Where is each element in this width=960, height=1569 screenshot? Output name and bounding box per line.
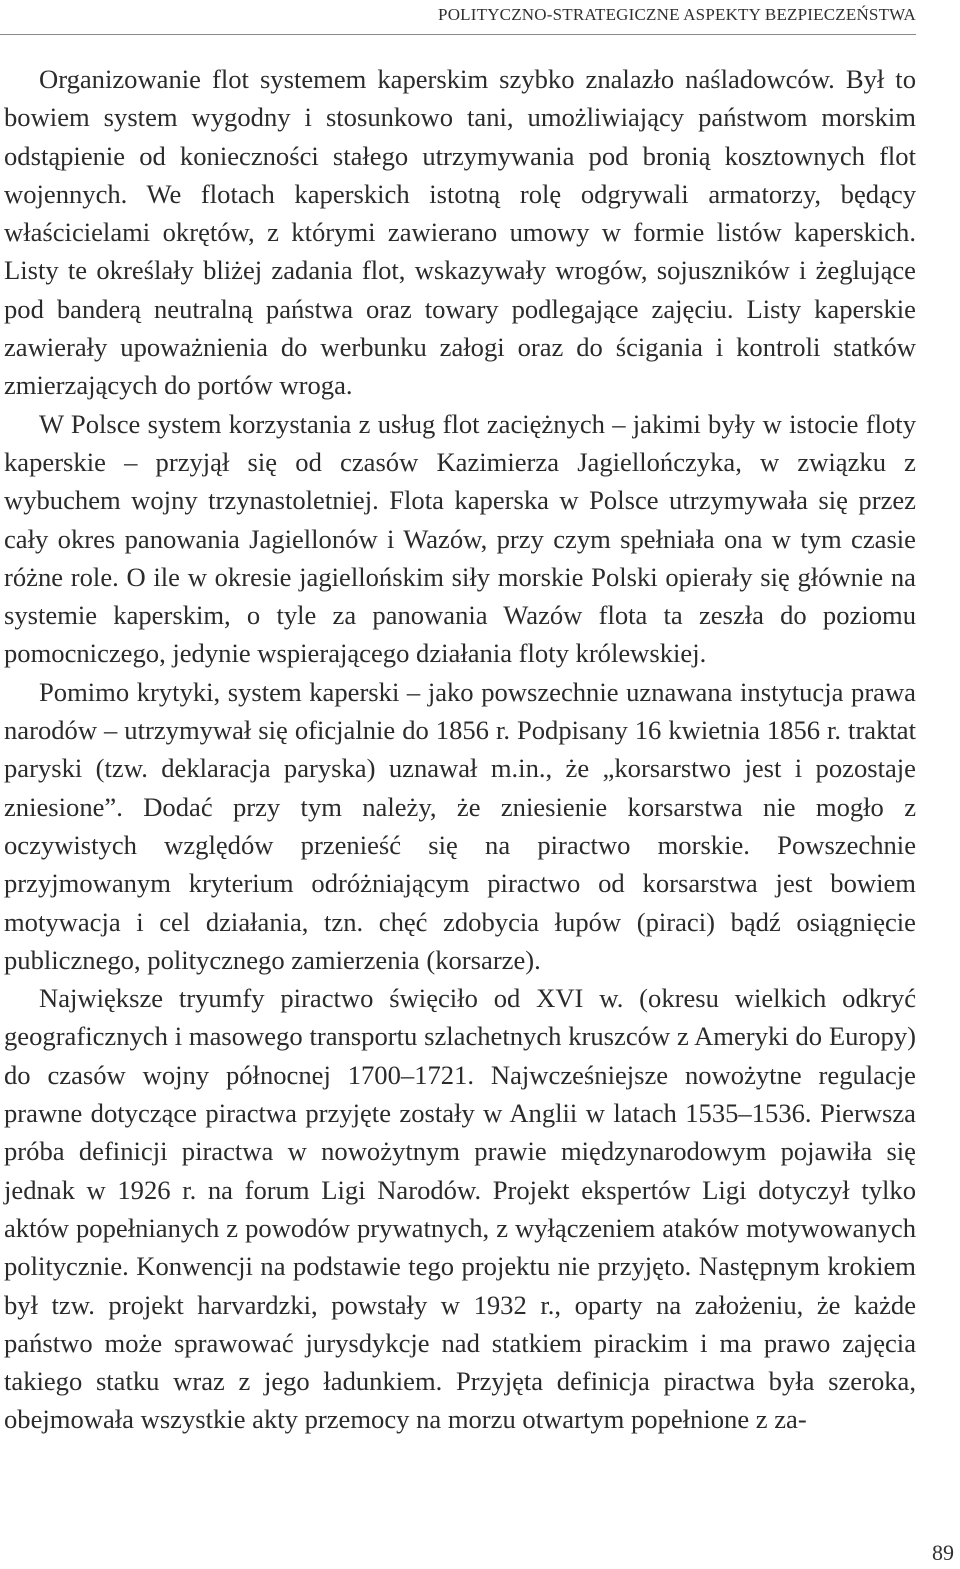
running-header: POLITYCZNO-STRATEGICZNE ASPEKTY BEZPIECZEŃSTWA <box>438 5 916 24</box>
page-number: 89 <box>932 1540 954 1565</box>
paragraph: Organizowanie flot systemem kaperskim szybko znalazło naśladowców. Był to bowiem system wygodny i stosunkowo tani, umożliwiający państwom morskim odstąpienie od konieczności stałego utrzymywania pod bronią kosztownych flot wojennych. We flotach kaperskich istotną rolę odgrywali armatorzy, będący właścicielami okrętów, z którymi zawierano umowy w formie listów kaperskich. Listy te określały bliżej zadania flot, wskazywały wrogów, sojuszników i żeglujące pod banderą neutralną państwa oraz towary podlegające zajęciu. Listy kaperskie zawierały upoważnienia do werbunku załogi oraz do ścigania i kontroli statków zmierzających do portów wroga. <box>4 64 916 401</box>
paragraph: W Polsce system korzystania z usług flot zaciężnych – jakimi były w istocie floty kaperskie – przyjął się od czasów Kazimierza Jagiellończyka, w związku z wybuchem wojny trzynastoletniej. Flota kaperska w Polsce utrzymywała się przez cały okres panowania Jagiellonów i Wazów, przy czym spełniała ona w tym czasie różne role. O ile w okresie jagiellońskim siły morskie Polski opierały się głównie na systemie kaperskim, o tyle za panowania Wazów flota ta zeszła do poziomu pomocniczego, jedynie wspierającego działania floty królewskiej. <box>4 408 916 669</box>
body-text <box>4 60 916 1439</box>
header-rule <box>0 34 916 35</box>
paragraph: Największe tryumfy piractwo święciło od XVI w. (okresu wielkich odkryć geograficznych i masowego transportu szlachetnych kruszców z Ameryki do Europy) do czasów wojny północnej 1700–1721. Najwcześniejsze nowożytne regulacje prawne dotyczące piractwa przyjęte zostały w Anglii w latach 1535–1536. Pierwsza próba definicji piractwa w nowożytnym prawie międzynarodowym pojawiła się jednak w 1926 r. na forum Ligi Narodów. Projekt ekspertów Ligi dotyczył tylko aktów popełnianych z powodów prywatnych, z wyłączeniem ataków motywowanych politycznie. Konwencji na podstawie tego projektu nie przyjęto. Następnym krokiem był tzw. projekt harvardzki, powstały w 1932 r., oparty na założeniu, że każde państwo może sprawować jurysdykcje nad statkiem pirackim i ma prawo zajęcia takiego statku wraz z jego ładunkiem. Przyjęta definicja piractwa była szeroka, obejmowała wszystkie akty przemocy na morzu otwartym popełnione z za- <box>4 983 916 1435</box>
paragraph: Pomimo krytyki, system kaperski – jako powszechnie uznawana instytucja prawa narodów – utrzymywał się oficjalnie do 1856 r. Podpisany 16 kwietnia 1856 r. traktat paryski (tzw. deklaracja paryska) uznawał m.in., że „korsarstwo jest i pozostaje zniesione”. Dodać przy tym należy, że zniesienie korsarstwa nie mogło z oczywistych względów przenieść się na piractwo morskie. Powszechnie przyjmowanym kryterium odróżniającym piractwo od korsarstwa jest bowiem motywacja i cel działania, tzn. chęć zdobycia łupów (piraci) bądź osiągnięcie publicznego, politycznego zamierzenia (korsarze). <box>4 676 916 975</box>
